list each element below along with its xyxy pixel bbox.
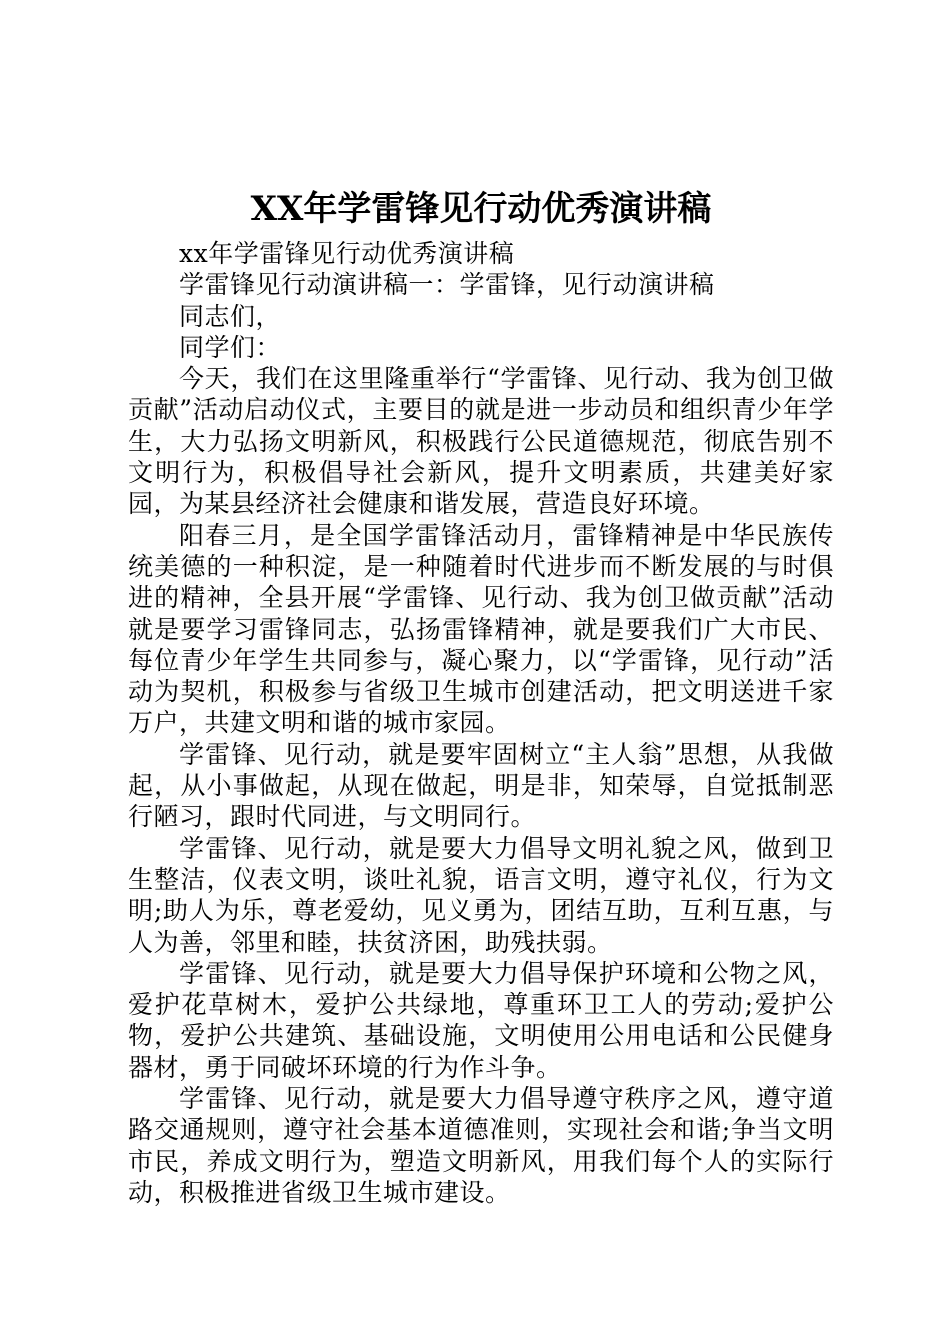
paragraph-body: 学雷锋、见行动，就是要牢固树立“主人翁”思想，从我做起，从小事做起，从现在做起，明是非，知荣辱，自觉抵制恶行陋习，跟时代同进，与文明同行。 (128, 739, 834, 832)
paragraph-body: 阳春三月，是全国学雷锋活动月，雷锋精神是中华民族传统美德的一种积淀，是一种随着时代进步而不断发展的与时俱进的精神，全县开展“学雷锋、见行动、我为创卫做贡献”活动就是要学习雷锋同志，弘扬雷锋精神，就是要我们广大市民、每位青少年学生共同参与，凝心聚力，以“学雷锋，见行动”活动为契机，积极参与省级卫生城市创建活动，把文明送进千家万户，共建文明和谐的城市家园。 (128, 520, 834, 738)
paragraph-body: 学雷锋、见行动，就是要大力倡导遵守秩序之风，遵守道路交通规则，遵守社会基本道德准则，实现社会和谐;争当文明市民，养成文明行为，塑造文明新风，用我们每个人的实际行动，积极推进省级卫生城市建设。 (128, 1084, 834, 1207)
document-page (128, 186, 834, 1208)
paragraph-subtitle: xx年学雷锋见行动优秀演讲稿 (179, 239, 515, 268)
paragraph-body: 学雷锋、见行动，就是要大力倡导保护环境和公物之风，爱护花草树木，爱护公共绿地，尊重环卫工人的劳动;爱护公物，爱护公共建筑、基础设施，文明使用公用电话和公民健身器材，勇于同破坏环境的行为作斗争。 (128, 958, 834, 1082)
paragraph-salutation-comrades: 同志们， (179, 301, 282, 331)
paragraph-salutation-students: 同学们： (179, 332, 282, 362)
paragraph-body: 今天，我们在这里隆重举行“学雷锋、见行动、我为创卫做贡献”活动启动仪式，主要目的就是进一步动员和组织青少年学生，大力弘扬文明新风，积极践行公民道德规范，彻底告别不文明行为，积极倡导社会新风，提升文明素质，共建美好家园，为某县经济社会健康和谐发展，营造良好环境。 (128, 364, 834, 519)
document-title: XX年学雷锋见行动优秀演讲稿 (250, 189, 712, 229)
paragraph-speech-heading: 学雷锋见行动演讲稿一：学雷锋，见行动演讲稿 (179, 270, 715, 300)
paragraph-body: 学雷锋、见行动，就是要大力倡导文明礼貌之风，做到卫生整洁，仪表文明，谈吐礼貌，语言文明，遵守礼仪，行为文明;助人为乐，尊老爱幼，见义勇为，团结互助，互利互惠，与人为善，邻里和睦，扶贫济困，助残扶弱。 (128, 833, 834, 957)
document-body (128, 238, 834, 1208)
